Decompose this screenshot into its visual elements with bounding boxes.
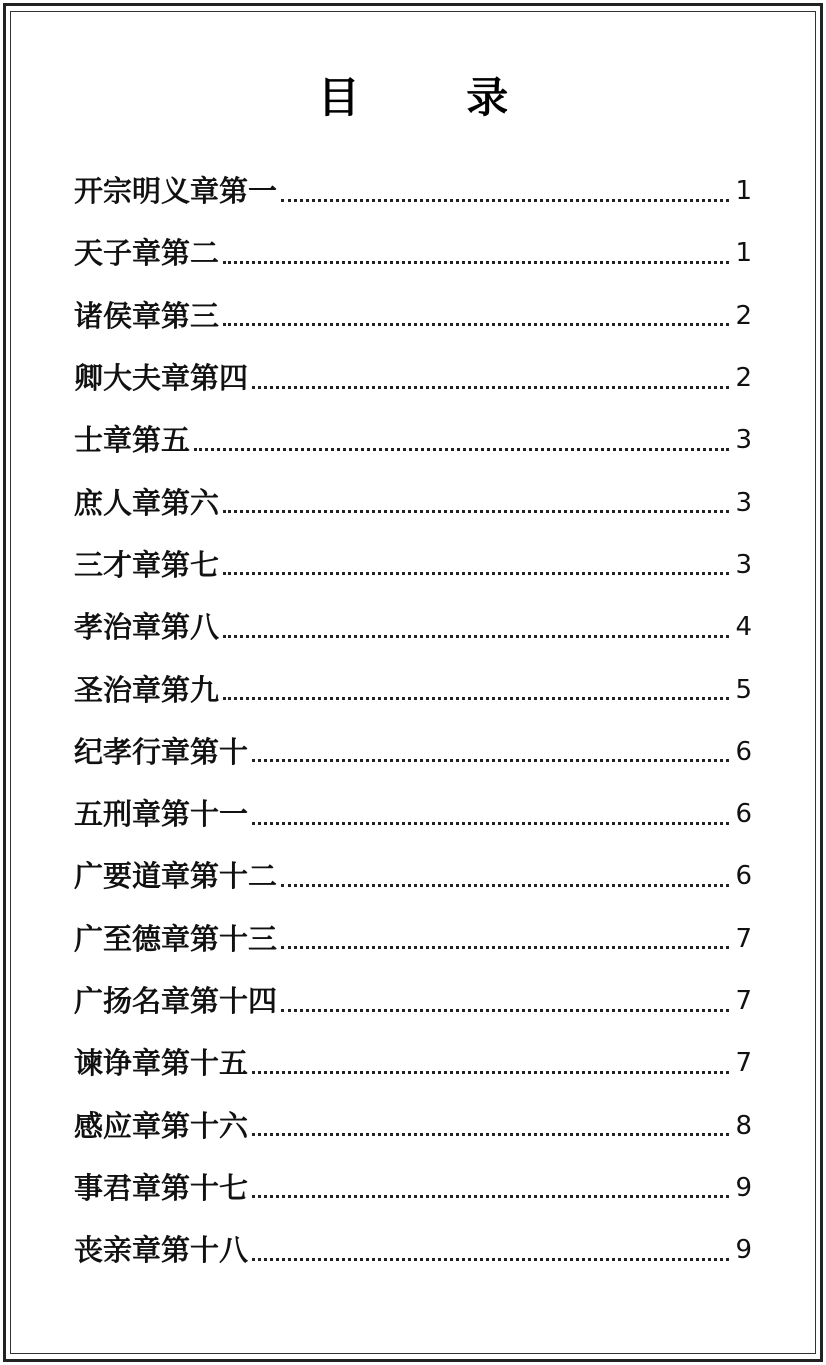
toc-dot-leader bbox=[223, 635, 729, 638]
toc-entry-page: 3 bbox=[735, 425, 752, 456]
page-title: 目 录 bbox=[317, 73, 555, 122]
toc-entry-title: 开宗明义章第一 bbox=[74, 174, 278, 209]
toc-dot-leader bbox=[252, 759, 729, 762]
toc-entry[interactable] bbox=[74, 347, 752, 409]
toc-dot-leader bbox=[194, 448, 729, 451]
toc-entry[interactable] bbox=[74, 409, 752, 471]
toc-entry-title: 丧亲章第十八 bbox=[74, 1233, 249, 1268]
toc-entry[interactable] bbox=[74, 658, 752, 720]
toc-entry-page: 6 bbox=[735, 736, 752, 767]
table-of-contents bbox=[74, 160, 752, 1281]
toc-entry[interactable] bbox=[74, 596, 752, 658]
toc-dot-leader bbox=[252, 386, 729, 389]
toc-dot-leader bbox=[281, 199, 729, 202]
toc-entry-page: 2 bbox=[735, 300, 752, 331]
toc-dot-leader bbox=[281, 1009, 729, 1012]
toc-entry-page: 9 bbox=[735, 1235, 752, 1266]
toc-entry-page: 3 bbox=[735, 487, 752, 518]
toc-dot-leader bbox=[223, 572, 729, 575]
toc-entry[interactable] bbox=[74, 222, 752, 284]
toc-entry-title: 庶人章第六 bbox=[74, 485, 220, 520]
toc-entry[interactable] bbox=[74, 1094, 752, 1156]
toc-entry-page: 8 bbox=[735, 1110, 752, 1141]
toc-entry-title: 广要道章第十二 bbox=[74, 859, 278, 894]
toc-dot-leader bbox=[223, 323, 729, 326]
toc-dot-leader bbox=[252, 1071, 729, 1074]
toc-entry-title: 孝治章第八 bbox=[74, 610, 220, 645]
toc-entry-title: 感应章第十六 bbox=[74, 1108, 249, 1143]
toc-entry-title: 事君章第十七 bbox=[74, 1170, 249, 1205]
toc-entry-page: 3 bbox=[735, 549, 752, 580]
toc-entry-page: 4 bbox=[735, 612, 752, 643]
toc-entry-page: 7 bbox=[735, 1048, 752, 1079]
toc-entry-title: 圣治章第九 bbox=[74, 672, 220, 707]
toc-entry-title: 三才章第七 bbox=[74, 547, 220, 582]
toc-entry-title: 诸侯章第三 bbox=[74, 298, 220, 333]
toc-entry-title: 卿大夫章第四 bbox=[74, 361, 249, 396]
toc-entry-title: 广至德章第十三 bbox=[74, 921, 278, 956]
toc-dot-leader bbox=[252, 822, 729, 825]
toc-entry[interactable] bbox=[74, 1032, 752, 1094]
toc-entry-page: 1 bbox=[735, 176, 752, 207]
toc-dot-leader bbox=[252, 1133, 729, 1136]
toc-dot-leader bbox=[281, 946, 729, 949]
toc-entry[interactable] bbox=[74, 783, 752, 845]
toc-dot-leader bbox=[281, 884, 729, 887]
toc-entry-page: 9 bbox=[735, 1172, 752, 1203]
toc-entry[interactable] bbox=[74, 970, 752, 1032]
toc-entry-title: 广扬名章第十四 bbox=[74, 984, 278, 1018]
toc-entry-title: 天子章第二 bbox=[74, 236, 220, 271]
toc-entry-page: 5 bbox=[735, 674, 752, 705]
toc-entry[interactable] bbox=[74, 845, 752, 907]
toc-entry-title: 谏诤章第十五 bbox=[74, 1046, 249, 1081]
toc-dot-leader bbox=[252, 1258, 729, 1261]
toc-entry[interactable] bbox=[74, 721, 752, 783]
toc-entry[interactable] bbox=[74, 1219, 752, 1281]
toc-dot-leader bbox=[252, 1195, 729, 1198]
toc-entry-page: 7 bbox=[735, 986, 752, 1016]
toc-entry-page: 2 bbox=[735, 363, 752, 394]
toc-entry-page: 1 bbox=[735, 238, 752, 269]
toc-entry[interactable] bbox=[74, 1157, 752, 1219]
toc-entry[interactable] bbox=[74, 160, 752, 222]
toc-dot-leader bbox=[223, 261, 729, 264]
toc-entry-page: 6 bbox=[735, 799, 752, 830]
toc-entry-page: 7 bbox=[735, 923, 752, 954]
toc-entry[interactable] bbox=[74, 908, 752, 970]
toc-entry[interactable] bbox=[74, 285, 752, 347]
toc-entry[interactable] bbox=[74, 471, 752, 533]
toc-dot-leader bbox=[223, 510, 729, 513]
toc-entry-title: 纪孝行章第十 bbox=[74, 734, 249, 769]
toc-entry-page: 6 bbox=[735, 861, 752, 892]
toc-entry-title: 士章第五 bbox=[74, 423, 191, 458]
toc-dot-leader bbox=[223, 697, 729, 700]
toc-entry-title: 五刑章第十一 bbox=[74, 797, 249, 832]
toc-entry[interactable] bbox=[74, 534, 752, 596]
